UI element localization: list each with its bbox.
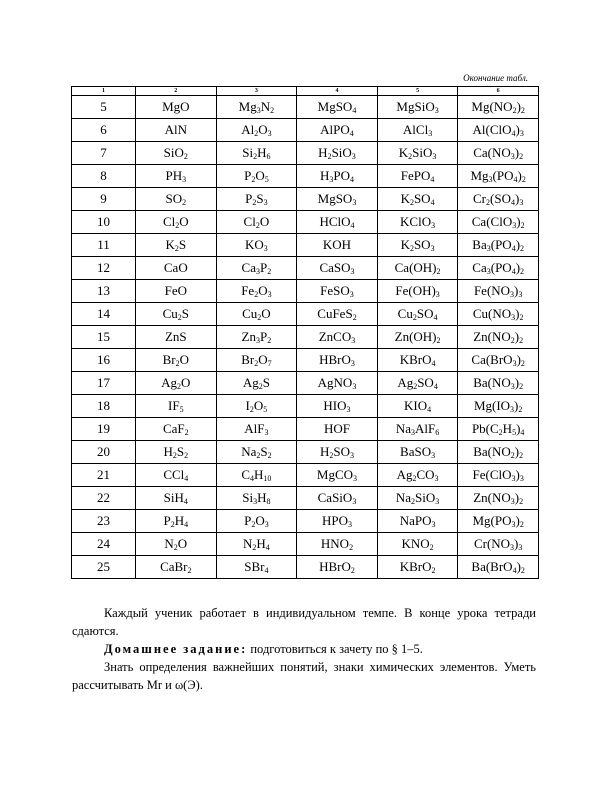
formula-cell: $Ag_2O$ <box>136 372 217 395</box>
formula-cell: $Ba(BrO_4)_2$ <box>458 556 539 579</box>
formula-cell: AgNO$_3$ <box>297 372 378 395</box>
table-row <box>72 349 539 372</box>
table-row <box>72 326 539 349</box>
table-row <box>72 188 539 211</box>
formula-cell: HOF <box>297 418 378 441</box>
table-row <box>72 280 539 303</box>
formula-cell: $Zn(NO_2)_2$ <box>458 326 539 349</box>
column-header-1: 1 <box>72 87 136 96</box>
formula-cell: $Br_2O_7$ <box>216 349 297 372</box>
formula-cell: FeO <box>136 280 217 303</box>
table-header-row <box>72 87 539 96</box>
table-row <box>72 119 539 142</box>
formula-cell: SiH$_4$ <box>136 487 217 510</box>
formula-cell: $Zn_3P_2$ <box>216 326 297 349</box>
formula-cell: $I_2O_5$ <box>216 395 297 418</box>
paragraph-requirements: Знать определения важнейших понятий, знаки химических элементов. Уметь рассчитывать Mr и ω(Э). <box>72 660 536 692</box>
formula-cell: $Mg(NO_2)_2$ <box>458 96 539 119</box>
row-number-cell: 21 <box>72 464 136 487</box>
formula-cell: $SO_2$ <box>136 188 217 211</box>
formula-cell: HBrO$_2$ <box>297 556 378 579</box>
row-number-cell: 19 <box>72 418 136 441</box>
row-number-cell: 10 <box>72 211 136 234</box>
formula-cell: $Na_2S_2$ <box>216 441 297 464</box>
formula-cell: $Cu_2O$ <box>216 303 297 326</box>
formula-cell: $P_2H_4$ <box>136 510 217 533</box>
formula-cell: $Ca(OH)_2$ <box>377 257 458 280</box>
formula-cell: $Si_3H_8$ <box>216 487 297 510</box>
table-row <box>72 257 539 280</box>
formula-cell: $Br_2O$ <box>136 349 217 372</box>
formulas-table <box>71 86 539 579</box>
formula-cell: $H_2SiO_3$ <box>297 142 378 165</box>
table-row <box>72 165 539 188</box>
formula-cell: $Ca_3P_2$ <box>216 257 297 280</box>
table-row <box>72 395 539 418</box>
formula-cell: $P_2S_3$ <box>216 188 297 211</box>
formula-cell: AlCl$_3$ <box>377 119 458 142</box>
table-row <box>72 464 539 487</box>
formula-cell: NaPO$_3$ <box>377 510 458 533</box>
formula-cell: HBrO$_3$ <box>297 349 378 372</box>
formula-cell: MgCO$_3$ <box>297 464 378 487</box>
formula-cell: AlPO$_4$ <box>297 119 378 142</box>
formula-cell: $Fe(ClO_3)_3$ <box>458 464 539 487</box>
row-number-cell: 23 <box>72 510 136 533</box>
formula-cell: $KO_3$ <box>216 234 297 257</box>
formula-cell: KBrO$_4$ <box>377 349 458 372</box>
row-number-cell: 6 <box>72 119 136 142</box>
row-number-cell: 5 <box>72 96 136 119</box>
paragraph-homework <box>72 640 536 658</box>
formula-cell: $Al_2O_3$ <box>216 119 297 142</box>
formula-cell: $KNO_2$ <box>377 533 458 556</box>
formula-cell: $Fe(OH)_3$ <box>377 280 458 303</box>
formula-cell: $K_2SO_4$ <box>377 188 458 211</box>
formula-cell: FeSO$_3$ <box>297 280 378 303</box>
table-row <box>72 234 539 257</box>
row-number-cell: 8 <box>72 165 136 188</box>
formula-cell: FePO$_4$ <box>377 165 458 188</box>
row-number-cell: 24 <box>72 533 136 556</box>
row-number-cell: 18 <box>72 395 136 418</box>
formula-cell: $H_3PO_4$ <box>297 165 378 188</box>
formula-cell: KOH <box>297 234 378 257</box>
formula-cell: CaSiO$_3$ <box>297 487 378 510</box>
formula-cell: $Ba(NO_3)_2$ <box>458 372 539 395</box>
formula-cell: $Ba_3(PO_4)_2$ <box>458 234 539 257</box>
formula-cell: $Ca(ClO_3)_2$ <box>458 211 539 234</box>
formula-cell: $P_2O_5$ <box>216 165 297 188</box>
row-number-cell: 7 <box>72 142 136 165</box>
column-header-4: 4 <box>297 87 378 96</box>
formula-cell: $H_2S_2$ <box>136 441 217 464</box>
row-number-cell: 25 <box>72 556 136 579</box>
table-row <box>72 441 539 464</box>
formula-cell: $HPO_3$ <box>297 510 378 533</box>
column-header-3: 3 <box>216 87 297 96</box>
formula-cell: $KIO_4$ <box>377 395 458 418</box>
row-number-cell: 13 <box>72 280 136 303</box>
formula-cell: CaBr$_2$ <box>136 556 217 579</box>
formula-cell: KClO$_3$ <box>377 211 458 234</box>
formula-cell: $Pb(C_2H_5)_4$ <box>458 418 539 441</box>
formula-cell: $IF_5$ <box>136 395 217 418</box>
formula-cell: $HIO_3$ <box>297 395 378 418</box>
formula-cell: CaSO$_3$ <box>297 257 378 280</box>
table-row <box>72 142 539 165</box>
formula-cell: AlN <box>136 119 217 142</box>
formula-cell: $Fe(NO_3)_3$ <box>458 280 539 303</box>
formula-cell: $Cu(NO_3)_2$ <box>458 303 539 326</box>
row-number-cell: 22 <box>72 487 136 510</box>
formula-cell: MgSiO$_3$ <box>377 96 458 119</box>
formula-cell: $Ag_2S$ <box>216 372 297 395</box>
formula-cell: BaSO$_3$ <box>377 441 458 464</box>
table-row <box>72 556 539 579</box>
formula-cell: $Cu_2S$ <box>136 303 217 326</box>
formula-cell: $Ag_2CO_3$ <box>377 464 458 487</box>
formula-cell: $N_2H_4$ <box>216 533 297 556</box>
row-number-cell: 14 <box>72 303 136 326</box>
formula-cell: $C_4H_{10}$ <box>216 464 297 487</box>
formula-cell: MgO <box>136 96 217 119</box>
table-row <box>72 533 539 556</box>
formula-cell: MgSO$_4$ <box>297 96 378 119</box>
column-header-6: 6 <box>458 87 539 96</box>
row-number-cell: 11 <box>72 234 136 257</box>
formula-cell: $Ca(BrO_3)_2$ <box>458 349 539 372</box>
table-row <box>72 372 539 395</box>
formula-cell: $Al(ClO_4)_3$ <box>458 119 539 142</box>
formula-cell: $HNO_2$ <box>297 533 378 556</box>
formula-cell: $Mg(IO_3)_2$ <box>458 395 539 418</box>
formula-cell: $Si_2H_6$ <box>216 142 297 165</box>
table-row <box>72 510 539 533</box>
formula-cell: $H_2SO_3$ <box>297 441 378 464</box>
column-header-5: 5 <box>377 87 458 96</box>
row-number-cell: 20 <box>72 441 136 464</box>
formula-cell: CCl$_4$ <box>136 464 217 487</box>
formula-cell: $N_2O$ <box>136 533 217 556</box>
formula-cell: HClO$_4$ <box>297 211 378 234</box>
formula-cell: AlF$_3$ <box>216 418 297 441</box>
formula-cell: $K_2SiO_3$ <box>377 142 458 165</box>
formula-cell: $Cr(NO_3)_3$ <box>458 533 539 556</box>
row-number-cell: 17 <box>72 372 136 395</box>
formula-cell: $PH_3$ <box>136 165 217 188</box>
column-header-2: 2 <box>136 87 217 96</box>
row-number-cell: 15 <box>72 326 136 349</box>
formula-cell: $K_2SO_3$ <box>377 234 458 257</box>
formula-cell: $P_2O_3$ <box>216 510 297 533</box>
formula-cell: $Na_3AlF_6$ <box>377 418 458 441</box>
formula-cell: $Na_2SiO_3$ <box>377 487 458 510</box>
homework-label: Домашнее задание: <box>104 642 248 656</box>
table-row <box>72 96 539 119</box>
formula-cell: $Cl_2O$ <box>216 211 297 234</box>
formula-cell: $Cr_2(SO_4)_3$ <box>458 188 539 211</box>
formula-cell: $Mg_3(PO_4)_2$ <box>458 165 539 188</box>
row-number-cell: 9 <box>72 188 136 211</box>
formula-cell: $Ca_3(PO_4)_2$ <box>458 257 539 280</box>
formula-cell: $Mg(PO_3)_2$ <box>458 510 539 533</box>
table-body <box>72 96 539 579</box>
row-number-cell: 16 <box>72 349 136 372</box>
table-row <box>72 303 539 326</box>
formula-cell: $Fe_2O_3$ <box>216 280 297 303</box>
formula-cell: $K_2S$ <box>136 234 217 257</box>
formula-cell: $Zn(OH)_2$ <box>377 326 458 349</box>
formula-cell: $Cl_2O$ <box>136 211 217 234</box>
formula-cell: SiO$_2$ <box>136 142 217 165</box>
formula-cell: $Zn(NO_3)_2$ <box>458 487 539 510</box>
formula-cell: MgSO$_3$ <box>297 188 378 211</box>
row-number-cell: 12 <box>72 257 136 280</box>
formula-cell: CuFeS$_2$ <box>297 303 378 326</box>
formula-cell: CaF$_2$ <box>136 418 217 441</box>
table-row <box>72 211 539 234</box>
table-row <box>72 418 539 441</box>
formula-cell: $Ag_2SO_4$ <box>377 372 458 395</box>
table-caption: Окончание табл. <box>463 73 528 83</box>
formula-cell: CaO <box>136 257 217 280</box>
formula-cell: ZnS <box>136 326 217 349</box>
table-row <box>72 487 539 510</box>
formula-cell: KBrO$_2$ <box>377 556 458 579</box>
formula-cell: SBr$_4$ <box>216 556 297 579</box>
paragraph-individual-pace: Каждый ученик работает в индивидуальном темпе. В конце урока тетради сдаются. <box>72 606 536 638</box>
formula-cell: $Cu_2SO_4$ <box>377 303 458 326</box>
formula-cell: $Ca(NO_3)_2$ <box>458 142 539 165</box>
formula-cell: ZnCO$_3$ <box>297 326 378 349</box>
homework-text: подготовиться к зачету по § 1–5. <box>247 642 423 656</box>
formula-cell: $Mg_3N_2$ <box>216 96 297 119</box>
formula-cell: $Ba(NO_2)_2$ <box>458 441 539 464</box>
